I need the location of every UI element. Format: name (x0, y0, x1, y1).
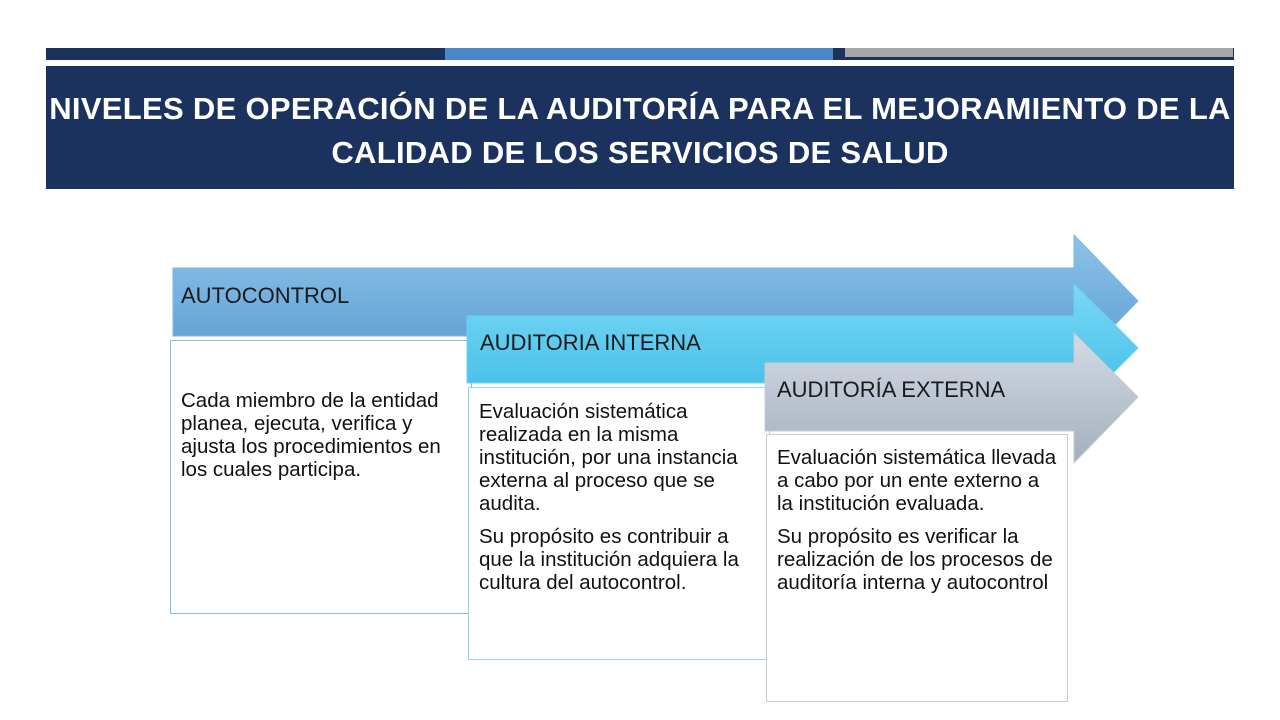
slide-title: NIVELES DE OPERACIÓN DE LA AUDITORÍA PARA EL MEJORAMIENTO DE LA CALIDAD DE LOS SERVICIOS DE SALUD (49, 91, 1231, 170)
auditoria-externa-description (766, 434, 1068, 702)
auditoria-interna-paragraph-1: Evaluación sistemática realizada en la misma institución, por una instancia externa al proceso que se audita. (479, 400, 738, 515)
autocontrol-paragraph: Cada miembro de la entidad planea, ejecuta, verifica y ajusta los procedimientos en los cuales participa. (181, 389, 441, 481)
auditoria-externa-paragraph-1: Evaluación sistemática llevada a cabo por un ente externo a la institución evaluada. (777, 446, 1057, 515)
auditoria-externa-label: AUDITORÍA EXTERNA (777, 377, 1006, 402)
auditoria-interna-label: AUDITORIA INTERNA (480, 330, 701, 355)
auditoria-interna-paragraph-2: Su propósito es contribuir a que la institución adquiera la cultura del autocontrol. (479, 525, 739, 594)
autocontrol-label: AUTOCONTROL (181, 283, 350, 308)
auditoria-externa-paragraph-2: Su propósito es verificar la realización de los procesos de auditoría interna y autocontrol (777, 525, 1053, 594)
